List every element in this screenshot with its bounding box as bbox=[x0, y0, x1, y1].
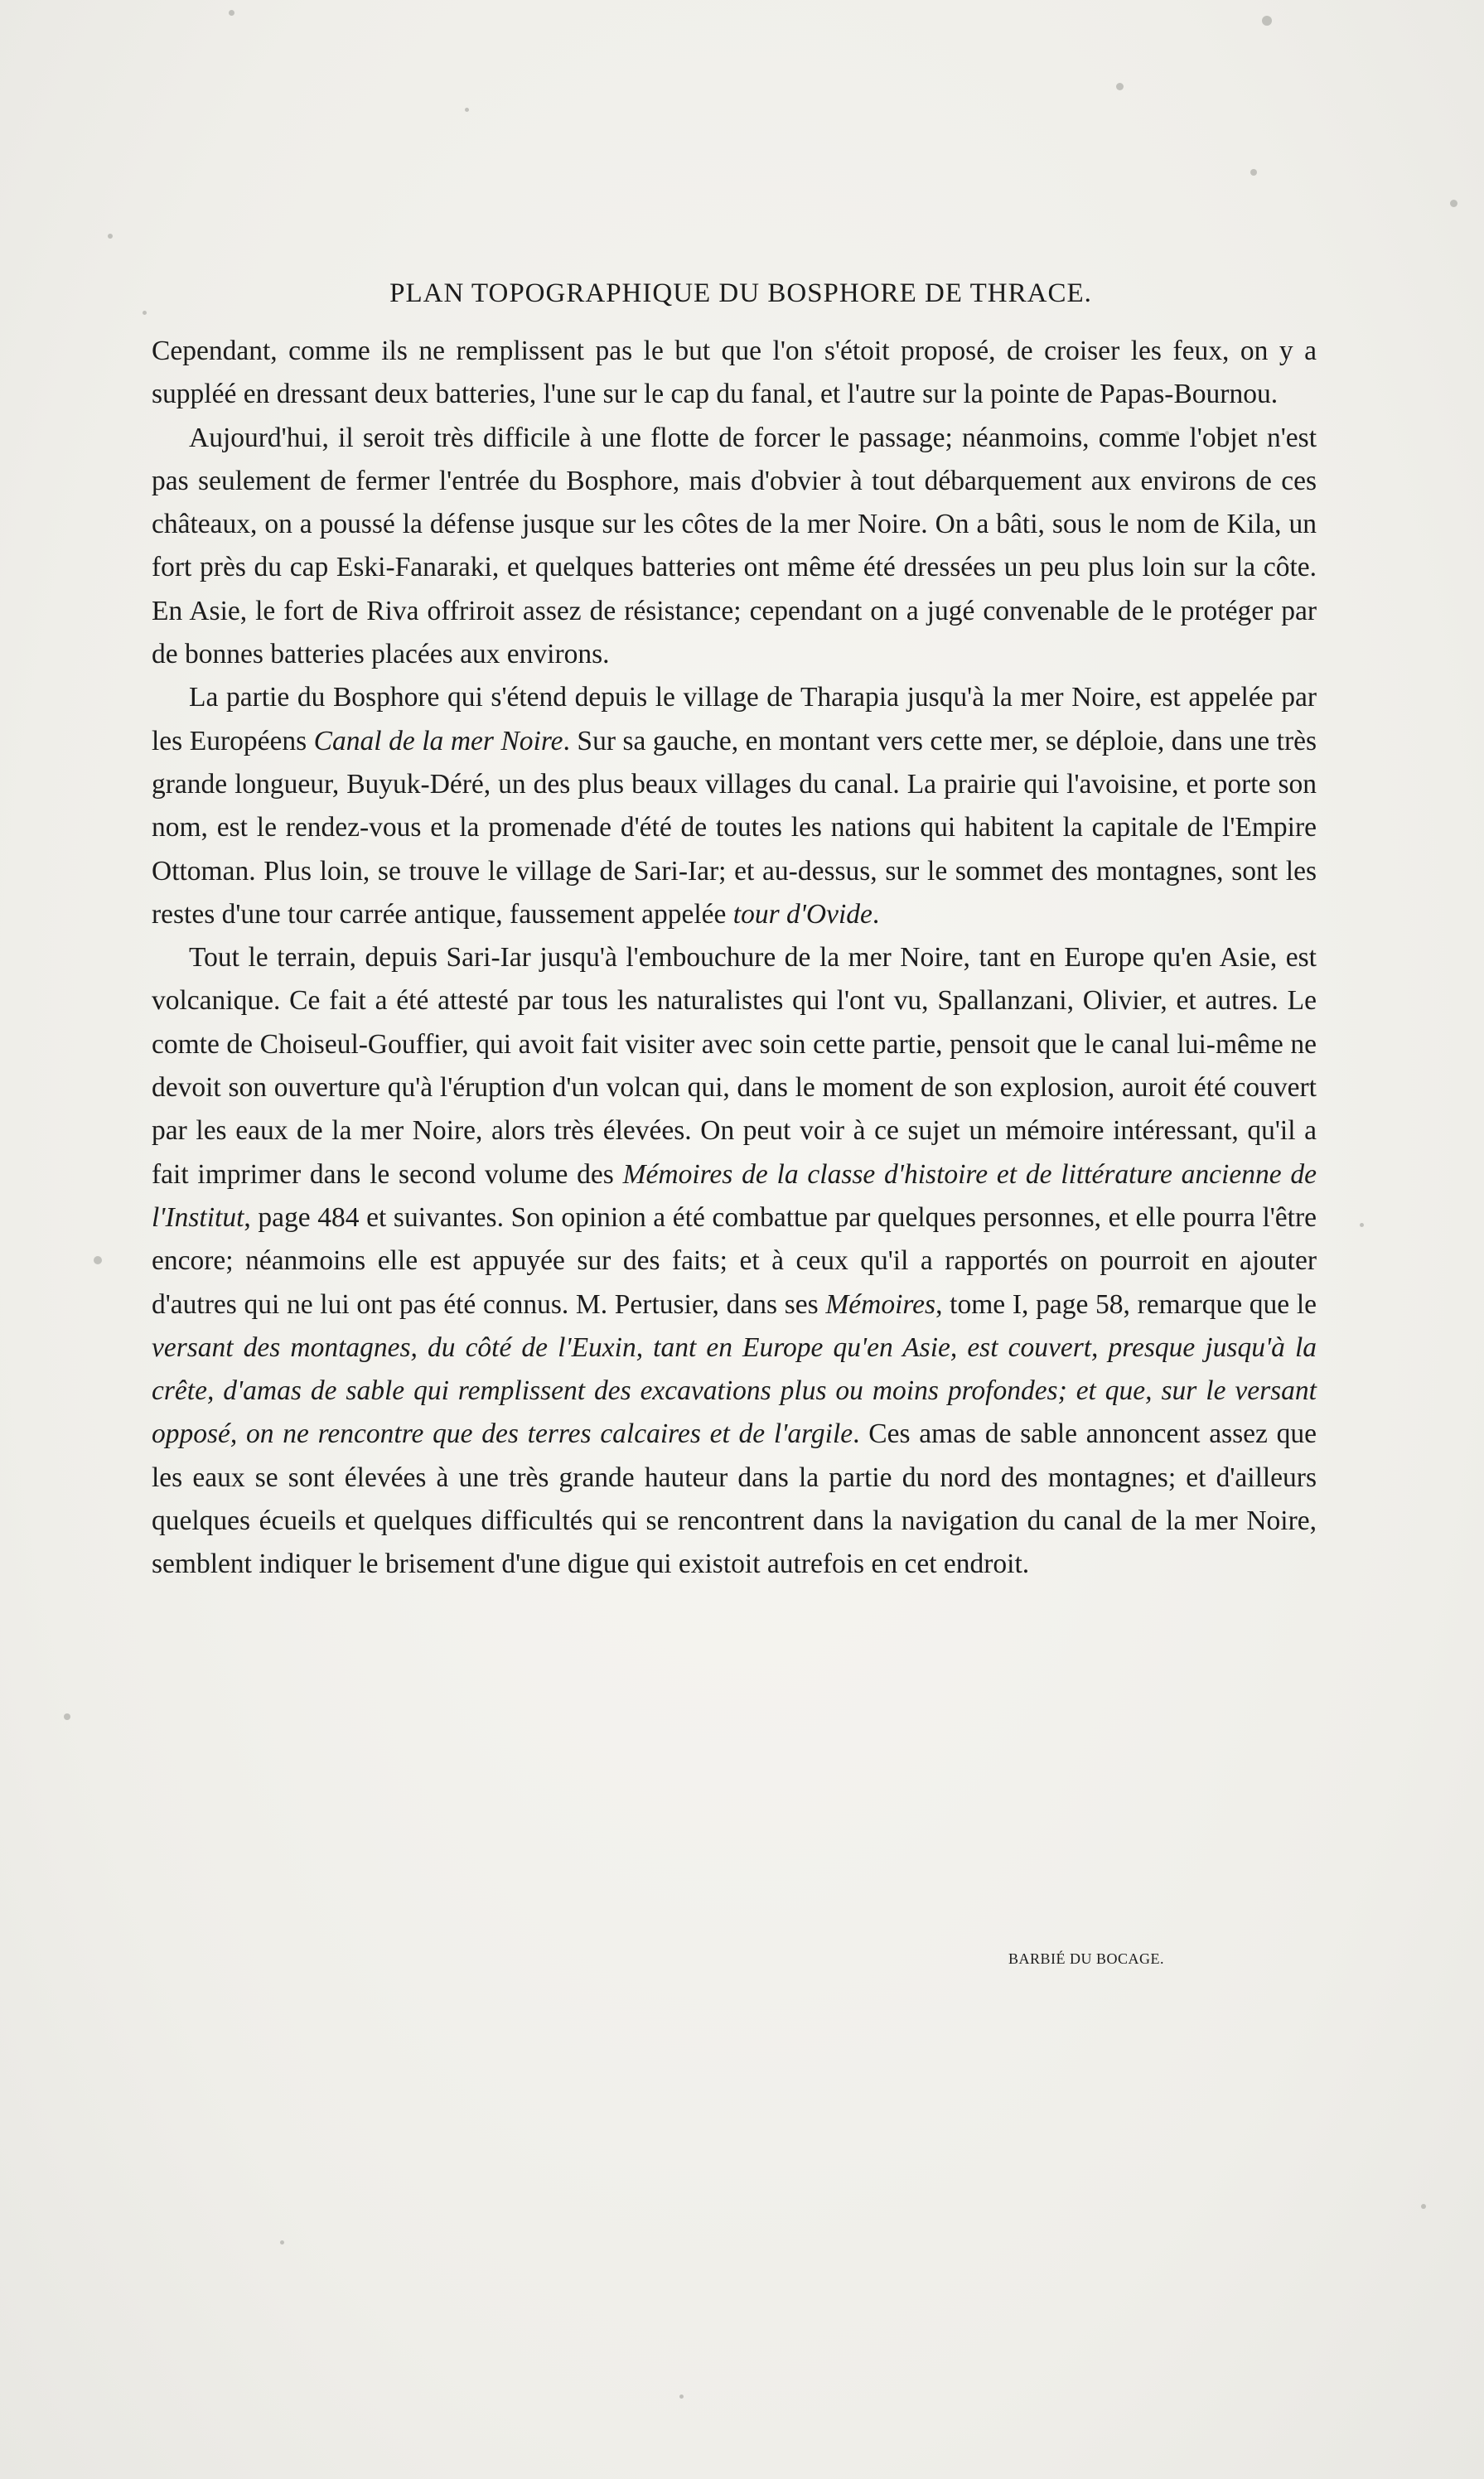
author-signature: BARBIÉ DU BOCAGE. bbox=[1008, 1950, 1165, 1967]
paper-speck bbox=[1421, 2204, 1426, 2209]
text-run: Aujourd'hui, il seroit très difficile à une flotte de forcer le passage; néanmoins, comme l'objet n'est pas seulement de fermer l'entrée du Bosphore, mais d'obvier à tout débarquement aux environs de ces châteaux, on a poussé la défense jusque sur les côtes de la mer Noire. On a bâti, sous le nom de Kila, un fort près du cap Eski-Fanaraki, et quelques batteries ont même été dressées un peu plus loin sur la côte. En Asie, le fort de Riva offriroit assez de résistance; cependant on a jugé convenable de le protéger par de bonnes batteries placées aux environs. bbox=[152, 422, 1317, 670]
text-run: Tout le terrain, depuis Sari-Iar jusqu'à l'embouchure de la mer Noire, tant en Europe qu'en Asie, est volcanique. Ce fait a été attesté par tous les naturalistes qui l'ont vu, Spallanzani, Olivier, et autres. Le comte de Choiseul-Gouffier, qui avoit fait visiter avec soin cette partie, pensoit que le canal lui-même ne devoit son ouverture qu'à l'éruption d'un volcan qui, dans le moment de son explosion, auroit été couvert par les eaux de la mer Noire, alors très élevées. On peut voir à ce sujet un mémoire intéressant, qu'il a fait imprimer dans le second volume des bbox=[152, 942, 1317, 1190]
body-text bbox=[152, 330, 1317, 1587]
paper-speck bbox=[1450, 200, 1457, 207]
text-run: . Sur sa gauche, en montant vers cette mer, se déploie, dans une très grande longueur, Buyuk-Déré, un des plus beaux villages du canal. La prairie qui l'avoisine, et porte son nom, est le rendez-vous et la promenade d'été de toutes les nations qui habitent la capitale de l'Empire Ottoman. Plus loin, se trouve le village de Sari-Iar; et au-dessus, sur le sommet des montagnes, sont les restes d'une tour carrée antique, faussement appelée bbox=[152, 725, 1317, 930]
text-run: , page 484 et suivantes. Son opinion a été combattue par quelques personnes, et elle pourra l'être encore; néanmoins elle est appuyée sur des faits; et à ceux qu'il a rapportés on pourroit en ajouter d'autres qui ne lui ont pas été connus. M. Pertusier, dans ses bbox=[152, 1201, 1317, 1320]
italic-text-run: tour d'Ovide bbox=[732, 898, 873, 930]
italic-text-run: Canal de la mer Noire bbox=[313, 725, 563, 756]
paper-speck bbox=[1262, 16, 1272, 26]
paper-speck bbox=[1250, 169, 1257, 176]
paragraph bbox=[152, 676, 1317, 936]
text-run: . bbox=[872, 898, 880, 930]
text-run: , tome I, page 58, remarque que le bbox=[935, 1288, 1317, 1320]
paper-speck bbox=[465, 108, 469, 112]
text-run: . Ces amas de sable annoncent assez que les eaux se sont élevées à une très grande hauteur dans la partie du nord des montagnes; et d'ailleurs quelques écueils et quelques difficultés qui se rencontrent dans la navigation du canal de la mer Noire, semblent indiquer le brisement d'une digue qui existoit autrefois en cet endroit. bbox=[152, 1418, 1317, 1580]
paper-speck bbox=[679, 2394, 684, 2399]
italic-text-run: Mémoires bbox=[825, 1288, 936, 1320]
page-title: PLAN TOPOGRAPHIQUE DU BOSPHORE DE THRACE. bbox=[389, 278, 1092, 308]
paper-speck bbox=[94, 1256, 102, 1264]
text-run: Cependant, comme ils ne remplissent pas le but que l'on s'étoit proposé, de croiser les feux, on y a suppléé en dressant deux batteries, l'une sur le cap du fanal, et l'autre sur la pointe de Papas-Bournou. bbox=[152, 336, 1317, 410]
paragraph bbox=[152, 330, 1317, 417]
paper-speck bbox=[108, 234, 113, 239]
italic-text-run: Mémoires de la classe d'histoire et de littérature ancienne de l'Institut bbox=[152, 1158, 1317, 1233]
paper-speck bbox=[1360, 1223, 1364, 1227]
paper-speck bbox=[229, 10, 234, 16]
paragraph bbox=[152, 417, 1317, 677]
paper-speck bbox=[64, 1713, 70, 1720]
paper-speck bbox=[280, 2240, 284, 2245]
paper-speck bbox=[1116, 83, 1124, 90]
paragraph bbox=[152, 936, 1317, 1586]
text-run: La partie du Bosphore qui s'étend depuis le village de Tharapia jusqu'à la mer Noire, est appelée par les Européens bbox=[152, 682, 1317, 756]
paper-speck bbox=[143, 311, 147, 315]
italic-text-run: versant des montagnes, du côté de l'Euxin, tant en Europe qu'en Asie, est couvert, presque jusqu'à la crête, d'amas de sable qui remplissent des excavations plus ou moins profondes; et que, sur le versant opposé, on ne rencontre que des terres calcaires et de l'argile bbox=[152, 1331, 1317, 1450]
